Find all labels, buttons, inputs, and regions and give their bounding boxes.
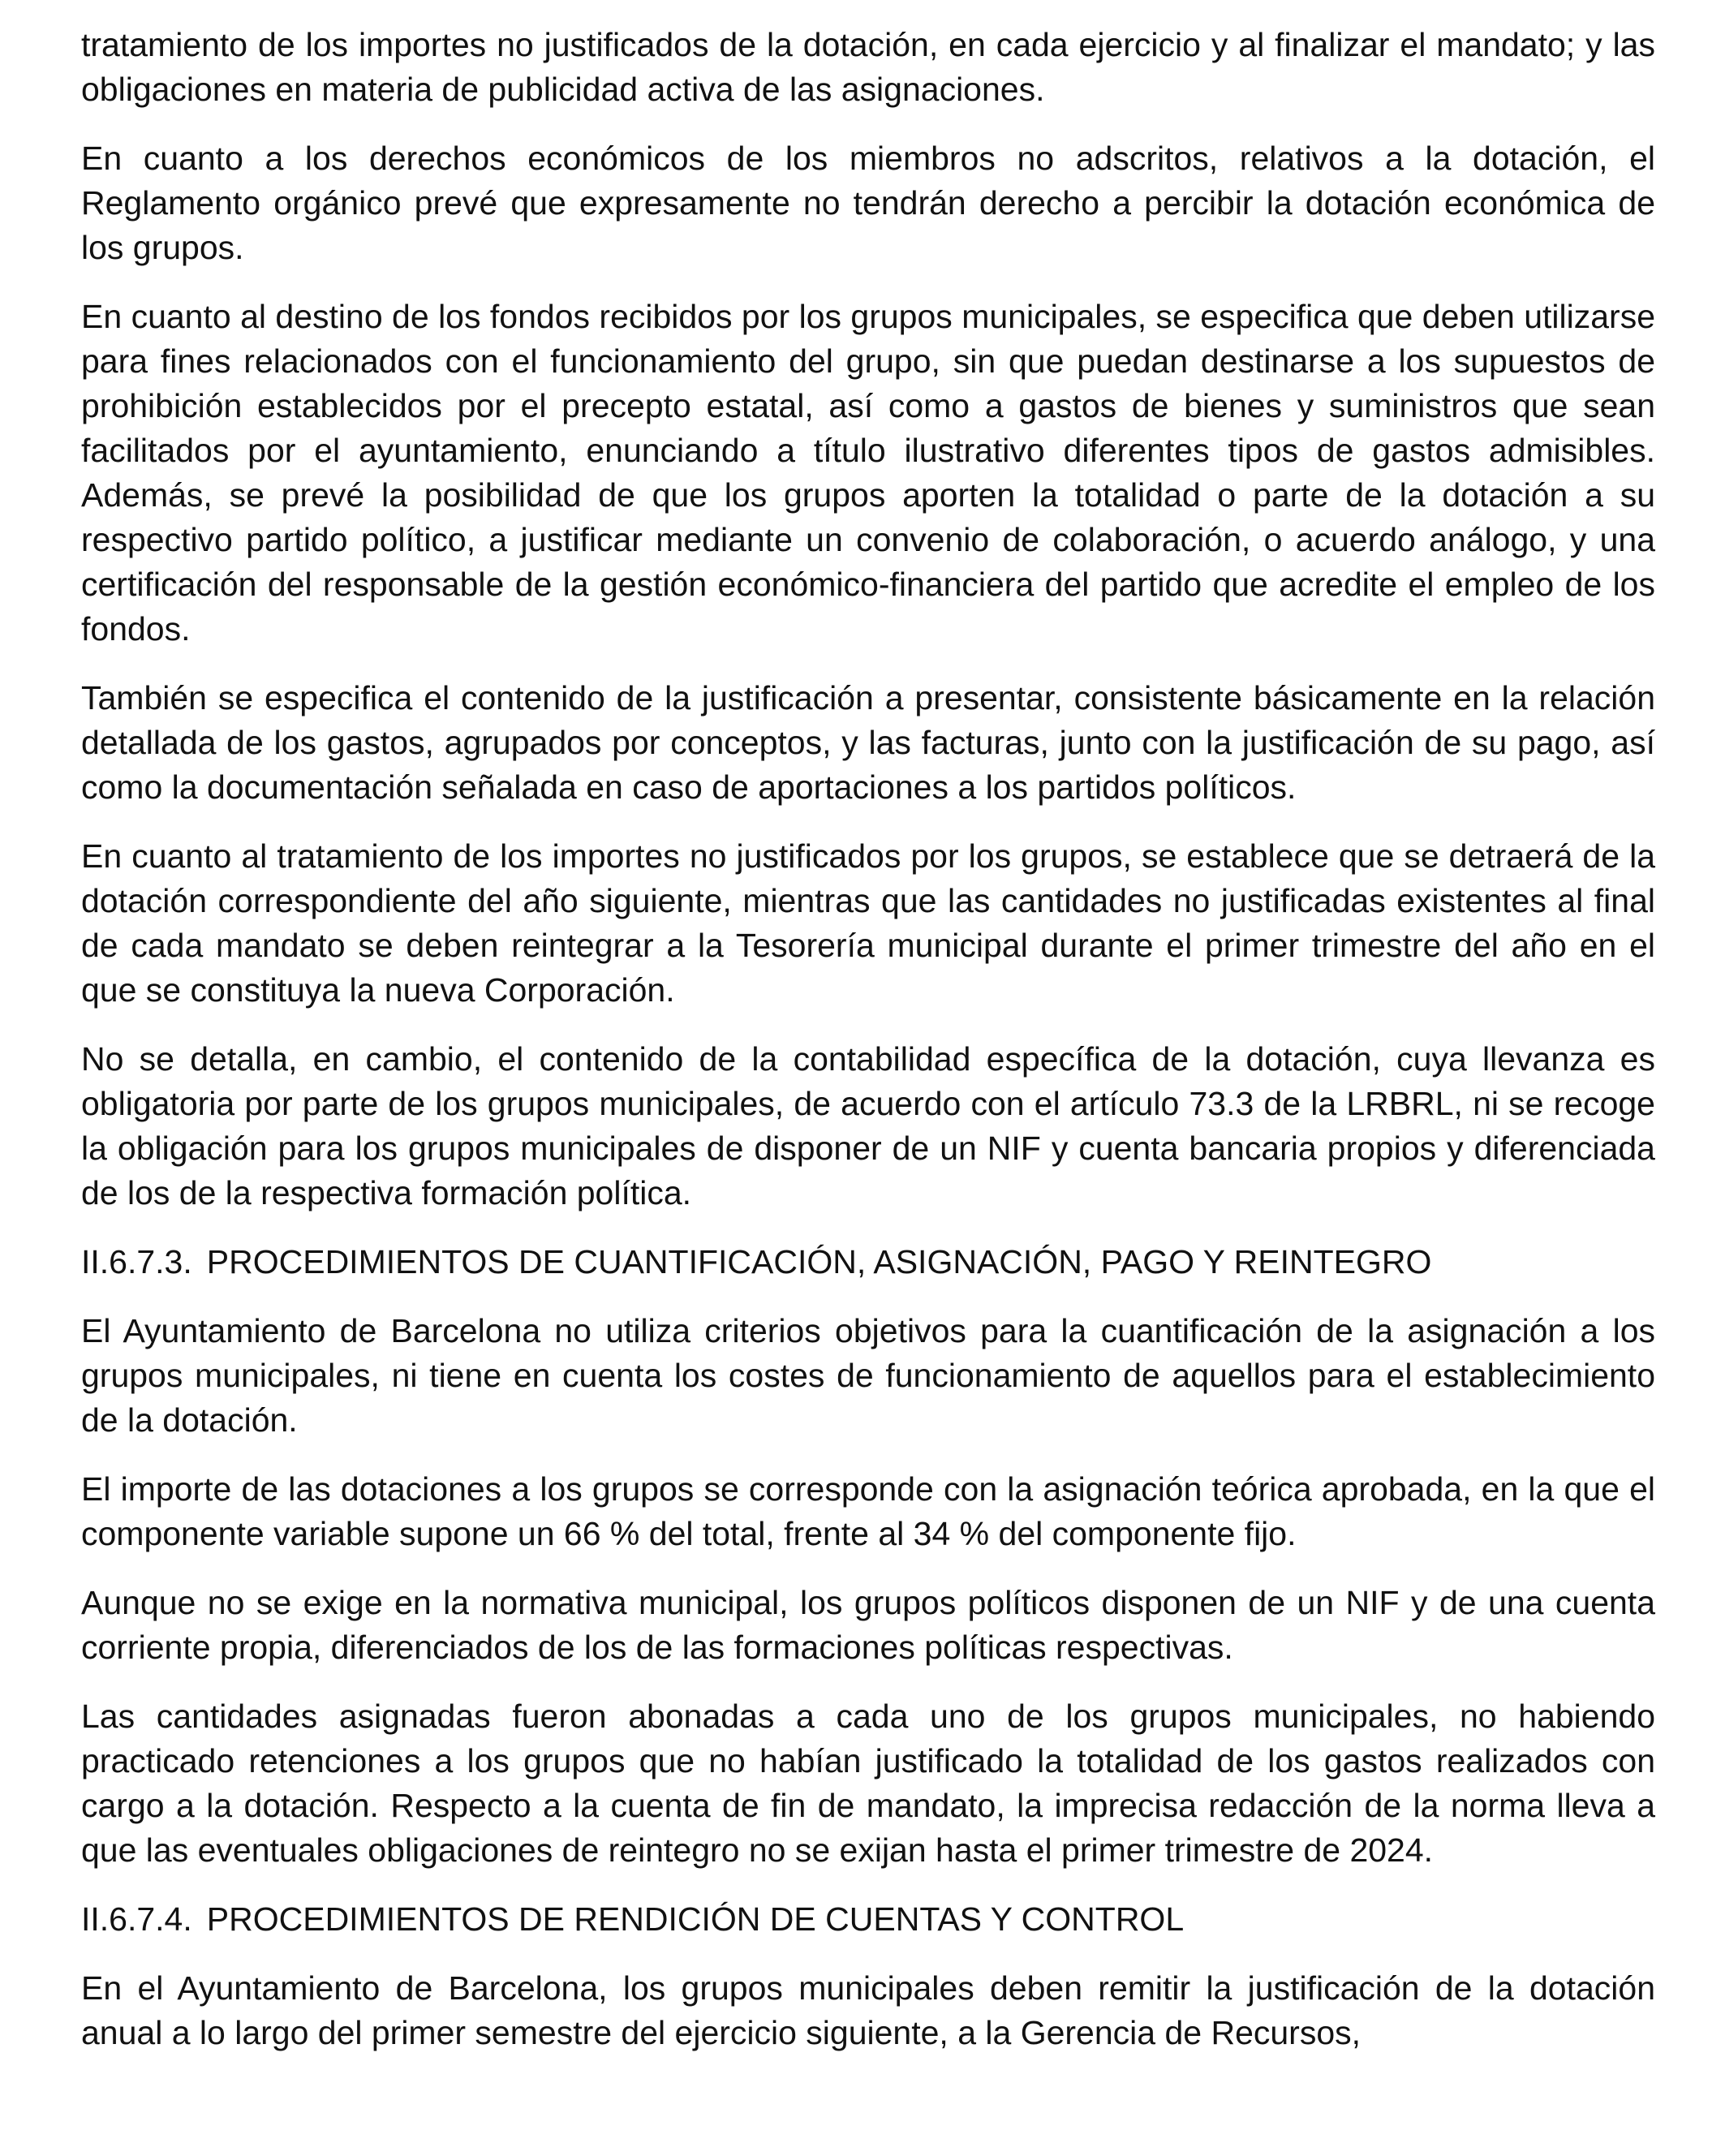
section-title: PROCEDIMIENTOS DE CUANTIFICACIÓN, ASIGNACIÓN, PAGO Y REINTEGRO [206,1243,1432,1280]
paragraph-contabilidad-especifica: No se detalla, en cambio, el contenido de la contabilidad específica de la dotación, cuya llevanza es obligatoria por parte de los grupos municipales, de acuerdo con el artículo 73.3 de la LRBRL, ni se recoge la obligación para los grupos municipales de disponer de un NIF y cuenta bancaria propios y diferenciada de los de la respectiva formación política. [81,1040,1655,1211]
section-number: II.6.7.3. [81,1243,192,1280]
paragraph-nif-cuenta: Aunque no se exige en la normativa municipal, los grupos políticos disponen de un NIF y de una cuenta corriente propia, diferenciados de los de las formaciones políticas respectivas. [81,1584,1655,1666]
document-page [81,23,1655,2080]
section-number: II.6.7.4. [81,1900,192,1938]
paragraph-contenido-justificacion: También se especifica el contenido de la justificación a presentar, consistente básicamente en la relación detallada de los gastos, agrupados por conceptos, y las facturas, junto con la justificación de su pago, así como la documentación señalada en caso de aportaciones a los partidos políticos. [81,679,1655,806]
paragraph-importe-dotaciones: El importe de las dotaciones a los grupos se corresponde con la asignación teórica aprobada, en la que el componente variable supone un 66 % del total, frente al 34 % del componente fijo. [81,1470,1655,1552]
paragraph-miembros-no-adscritos: En cuanto a los derechos económicos de los miembros no adscritos, relativos a la dotación, el Reglamento orgánico prevé que expresamente no tendrán derecho a percibir la dotación económica de los grupos. [81,140,1655,266]
section-heading-ii-6-7-4 [81,1897,1655,1942]
paragraph-destino-fondos: En cuanto al destino de los fondos recibidos por los grupos municipales, se especifica que deben utilizarse para fines relacionados con el funcionamiento del grupo, sin que puedan destinarse a los supuestos de prohibición establecidos por el precepto estatal, así como a gastos de bienes y suministros que sean facilitados por el ayuntamiento, enunciando a título ilustrativo diferentes tipos de gastos admisibles. Además, se prevé la posibilidad de que los grupos aporten la totalidad o parte de la dotación a su respectivo partido político, a justificar mediante un convenio de colaboración, o acuerdo análogo, y una certificación del responsable de la gestión económico-financiera del partido que acredite el empleo de los fondos. [81,298,1655,648]
section-title: PROCEDIMIENTOS DE RENDICIÓN DE CUENTAS Y CONTROL [206,1900,1185,1938]
paragraph-cantidades-abonadas: Las cantidades asignadas fueron abonadas a cada uno de los grupos municipales, no habiendo practicado retenciones a los grupos que no habían justificado la totalidad de los gastos realizados con cargo a la dotación. Respecto a la cuenta de fin de mandato, la imprecisa redacción de la norma lleva a que las eventuales obligaciones de reintegro no se exijan hasta el primer trimestre de 2024. [81,1698,1655,1869]
paragraph-importes-no-justificados: En cuanto al tratamiento de los importes no justificados por los grupos, se establece que se detraerá de la dotación correspondiente del año siguiente, mientras que las cantidades no justificadas existentes al final de cada mandato se deben reintegrar a la Tesorería municipal durante el primer trimestre del año en el que se constituya la nueva Corporación. [81,837,1655,1009]
paragraph-publicidad-activa: tratamiento de los importes no justificados de la dotación, en cada ejercicio y al finalizar el mandato; y las obligaciones en materia de publicidad activa de las asignaciones. [81,26,1655,108]
paragraph-criterios-objetivos: El Ayuntamiento de Barcelona no utiliza criterios objetivos para la cuantificación de la asignación a los grupos municipales, ni tiene en cuenta los costes de funcionamiento de aquellos para el establecimiento de la dotación. [81,1312,1655,1439]
section-heading-ii-6-7-3 [81,1240,1655,1285]
paragraph-rendicion-cuentas: En el Ayuntamiento de Barcelona, los grupos municipales deben remitir la justificación de la dotación anual a lo largo del primer semestre del ejercicio siguiente, a la Gerencia de Recursos, [81,1969,1655,2051]
